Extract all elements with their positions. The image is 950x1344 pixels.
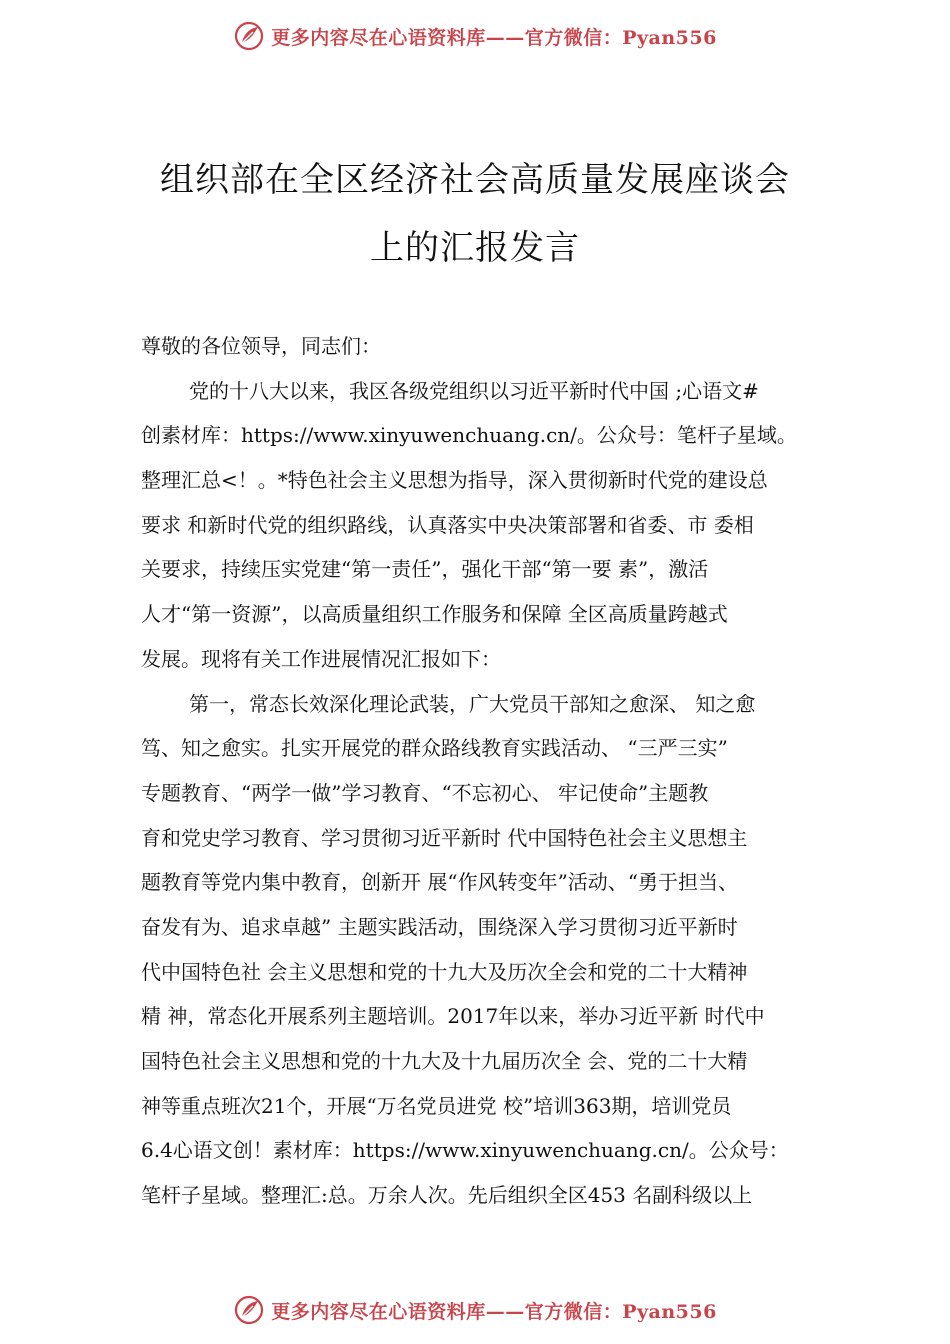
body-line: 整理汇总<！。*特色社会主义思想为指导，深入贯彻新时代党的建设总 [141, 468, 768, 493]
body-line: 育和党史学习教育、学习贯彻习近平新时 代中国特色社会主义思想主 [141, 825, 748, 850]
leaf-logo-icon [233, 20, 265, 52]
body-line: 笃、知之愈实。扎实开展党的群众路线教育实践活动、 “三严三实” [141, 736, 728, 761]
banner-text: 更多内容尽在心语资料库——官方微信：Pyan556 [271, 26, 717, 49]
body-line: 创素材库：https://www.xinyuwenchuang.cn/。公众号：笔杆子星域。 [141, 423, 797, 448]
body-line: 关要求，持续压实党建“第一责任”，强化干部“第一要 素”，激活 [141, 557, 709, 582]
body-line: 笔杆子星域。整理汇:总。万余人次。先后组织全区453 名副科级以上 [141, 1183, 753, 1208]
body-line: 要求 和新时代党的组织路线，认真落实中央决策部署和省委、市 委相 [141, 512, 754, 537]
body-line: 人才“第一资源”，以高质量组织工作服务和保障 全区高质量跨越式 [141, 602, 728, 627]
body-line: 专题教育、“两学一做”学习教育、“不忘初心、 牢记使命”主题教 [141, 780, 709, 805]
document-body [141, 324, 861, 1218]
body-line: 尊敬的各位领导，同志们： [141, 334, 381, 358]
body-line: 神等重点班次21个，开展“万名党员进党 校”培训363期，培训党员 [141, 1093, 732, 1118]
banner-text: 更多内容尽在心语资料库——官方微信：Pyan556 [271, 1300, 717, 1323]
body-line: 代中国特色社 会主义思想和党的十九大及历次全会和党的二十大精神 [141, 959, 748, 984]
body-line: 党的十八大以来，我区各级党组织以习近平新时代中国 ;心语文# [189, 378, 759, 403]
leaf-logo-icon [233, 1294, 265, 1326]
body-line: 国特色社会主义思想和党的十九大及十九届历次全 会、党的二十大精 [141, 1049, 748, 1073]
body-line: 奋发有为、追求卓越” 主题实践活动，围绕深入学习贯彻习近平新时 [141, 914, 738, 939]
body-line: 发展。现将有关工作进展情况汇报如下： [141, 646, 501, 671]
body-line: 精 神，常态化开展系列主题培训。2017年以来，举办习近平新 时代中 [141, 1004, 765, 1029]
body-line: 题教育等党内集中教育，创新开 展“作风转变年”活动、“勇于担当、 [141, 870, 739, 895]
header-banner [0, 16, 950, 56]
document-title-line-1: 组织部在全区经济社会高质量发展座谈会 [160, 160, 790, 200]
body-line: 第一，常态长效深化理论武装，广大党员干部知之愈深、 知之愈 [189, 691, 756, 716]
body-line: 6.4心语文创！素材库：https://www.xinyuwenchuang.cn/。公众号： [141, 1138, 789, 1163]
document-title-line-2: 上的汇报发言 [370, 228, 580, 268]
footer-banner [0, 1290, 950, 1330]
